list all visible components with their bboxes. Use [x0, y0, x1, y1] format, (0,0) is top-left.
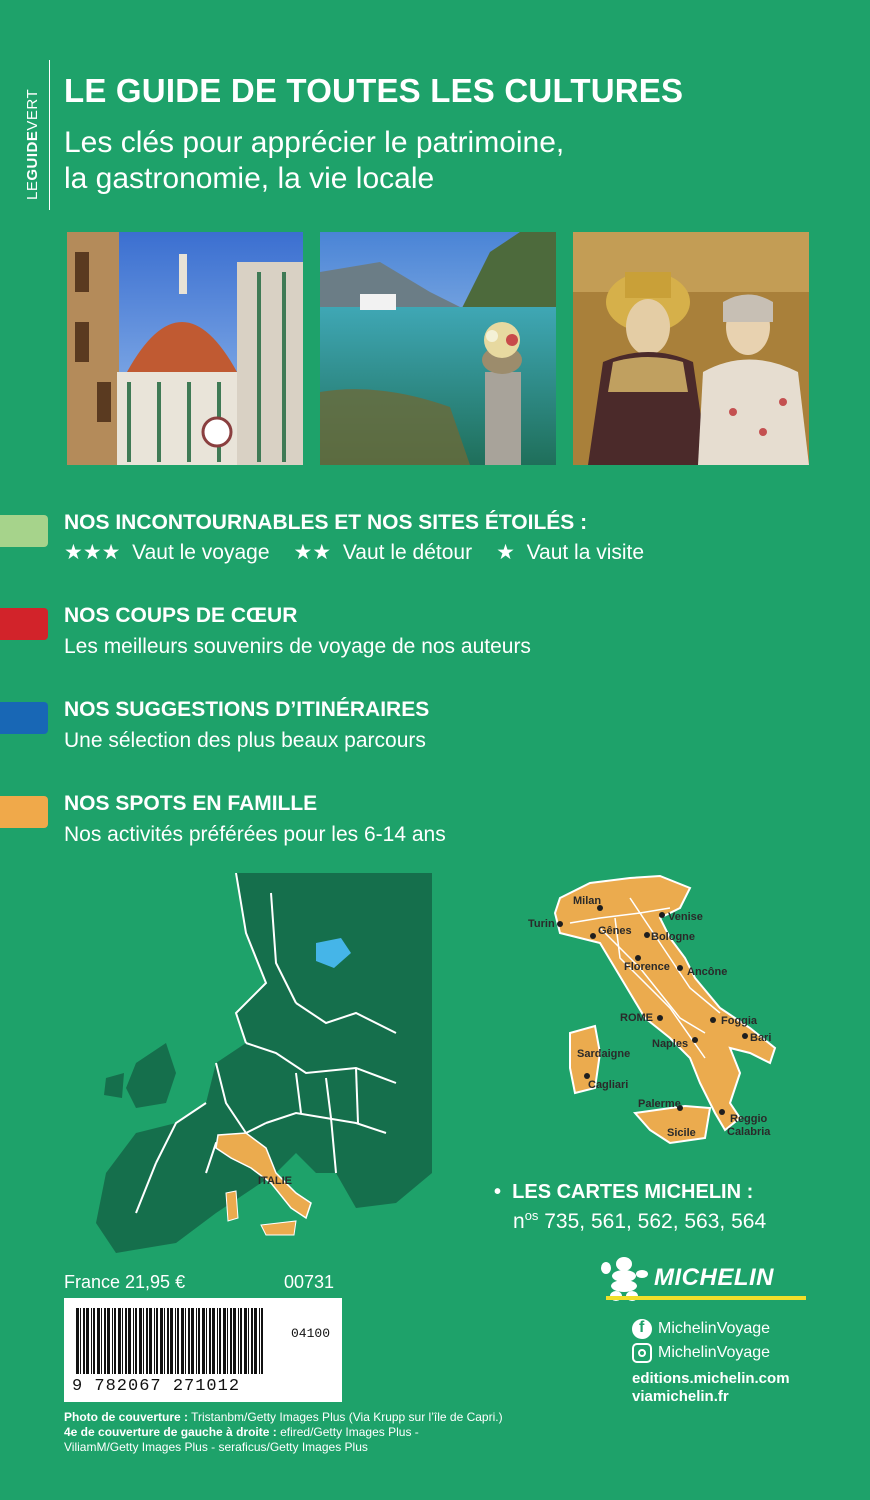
social-instagram[interactable]	[632, 1343, 770, 1363]
city-label: ROME	[620, 1012, 653, 1024]
city-label: Florence	[624, 961, 670, 973]
spine-guide: GUIDE	[24, 130, 41, 181]
barcode-bar	[167, 1308, 169, 1374]
barcode-bar	[114, 1308, 116, 1374]
barcode-bar	[198, 1308, 200, 1374]
barcode-bar	[202, 1308, 205, 1374]
barcode-bar	[181, 1308, 184, 1374]
barcode-bar	[170, 1308, 173, 1374]
cartes-title: LES CARTES MICHELIN :	[512, 1181, 754, 1203]
credits-line-1	[64, 1410, 564, 1425]
barcode-bar	[135, 1308, 137, 1374]
facebook-icon	[632, 1319, 652, 1339]
map-label-italie: ITALIE	[258, 1175, 293, 1187]
barcode-bar	[107, 1308, 110, 1374]
city-label: Sicile	[667, 1127, 696, 1139]
barcode-bar	[104, 1308, 106, 1374]
barcode-bar	[251, 1308, 253, 1374]
product-code: 00731	[284, 1272, 335, 1292]
barcode-bar	[112, 1308, 113, 1374]
barcode-bar	[139, 1308, 142, 1374]
feature-title: NOS COUPS DE CŒUR	[64, 604, 298, 627]
page-title: LE GUIDE DE TOUTES LES CULTURES	[64, 72, 684, 109]
feature-color-bar	[0, 608, 48, 640]
cartes-list: 735, 561, 562, 563, 564	[538, 1210, 767, 1233]
city-label: Bologne	[651, 931, 695, 943]
barcode-bar	[188, 1308, 190, 1374]
barcode-bar	[217, 1308, 218, 1374]
barcode-bar	[175, 1308, 176, 1374]
photo-byzantine-mosaic	[573, 232, 809, 465]
feature-description: Les meilleurs souvenirs de voyage de nos auteurs	[64, 635, 531, 658]
barcode-bar	[128, 1308, 131, 1374]
barcode-bar	[244, 1308, 247, 1374]
spine-vert: VERT	[24, 88, 41, 131]
city-label: Turin	[528, 918, 555, 930]
website-editions[interactable]: editions.michelin.com	[632, 1370, 790, 1387]
europe-map	[96, 873, 432, 1258]
barcode	[64, 1298, 342, 1402]
photo-florence-cathedral	[67, 232, 303, 465]
barcode-bars	[76, 1308, 266, 1374]
star-legend-3	[64, 540, 270, 565]
social-handle: MichelinVoyage	[658, 1344, 771, 1361]
cartes-numbers	[513, 1208, 766, 1234]
star-legend-1	[496, 540, 644, 565]
michelin-yellow-line	[606, 1296, 806, 1300]
barcode-bar	[248, 1308, 249, 1374]
barcode-bar	[83, 1308, 85, 1374]
city-label: Gênes	[598, 925, 632, 937]
barcode-bar	[154, 1308, 155, 1374]
city-label: Calabria	[727, 1126, 771, 1138]
star-legend-label: Vaut la visite	[526, 541, 645, 564]
page-subtitle	[64, 125, 784, 197]
two-stars-icon: ★★	[293, 541, 332, 564]
barcode-bar	[206, 1308, 207, 1374]
barcode-bar	[185, 1308, 186, 1374]
city-label: Milan	[573, 895, 602, 907]
credits-label: Photo de couverture :	[64, 1410, 189, 1424]
feature-color-bar	[0, 702, 48, 734]
city-label: Cagliari	[588, 1079, 629, 1091]
barcode-bar	[97, 1308, 100, 1374]
spine-brand	[24, 89, 41, 200]
spine-divider	[49, 60, 50, 210]
social-handle: MichelinVoyage	[658, 1320, 771, 1337]
subtitle-line-1: Les clés pour apprécier le patrimoine,	[64, 126, 565, 159]
price-label: France 21,95 €	[64, 1272, 186, 1292]
website-viamichelin[interactable]: viamichelin.fr	[632, 1388, 729, 1405]
barcode-bar	[76, 1308, 79, 1374]
credits-text: Tristanbm/Getty Images Plus (Via Krupp sur l’île de Capri.)	[188, 1410, 503, 1424]
barcode-bar	[230, 1308, 232, 1374]
feature-title: NOS SPOTS EN FAMILLE	[64, 792, 318, 815]
three-stars-icon: ★★★	[64, 541, 121, 564]
barcode-bar	[233, 1308, 236, 1374]
barcode-bar	[101, 1308, 102, 1374]
michelin-logo	[596, 1254, 812, 1304]
city-label: Venise	[668, 911, 703, 923]
barcode-bar	[238, 1308, 239, 1374]
city-label: Foggia	[721, 1015, 758, 1027]
barcode-bar	[227, 1308, 228, 1374]
barcode-bar	[240, 1308, 242, 1374]
barcode-bar	[196, 1308, 197, 1374]
social-facebook[interactable]	[632, 1319, 770, 1339]
barcode-bar	[118, 1308, 121, 1374]
credits-line-2	[64, 1425, 564, 1440]
barcode-bar	[254, 1308, 257, 1374]
cartes-sup: os	[524, 1208, 539, 1223]
italy-map	[520, 868, 790, 1158]
feature-title: NOS INCONTOURNABLES ET NOS SITES ÉTOILÉS :	[64, 511, 588, 534]
barcode-bar	[209, 1308, 211, 1374]
city-label: Palerme	[638, 1098, 681, 1110]
cartes-prefix: n	[513, 1210, 525, 1233]
barcode-bar	[177, 1308, 179, 1374]
photo-lake-view	[320, 232, 556, 465]
barcode-bar	[191, 1308, 194, 1374]
barcode-bar	[261, 1308, 263, 1374]
city-label: Naples	[652, 1038, 689, 1050]
barcode-bar	[156, 1308, 158, 1374]
barcode-bar	[143, 1308, 144, 1374]
barcode-bar	[86, 1308, 89, 1374]
feature-color-bar	[0, 515, 48, 547]
barcode-bar	[160, 1308, 163, 1374]
credits-line-3: ViliamM/Getty Images Plus - seraficus/Getty Images Plus	[64, 1440, 368, 1454]
feature-title: NOS SUGGESTIONS D’ITINÉRAIRES	[64, 698, 430, 721]
barcode-bar	[223, 1308, 226, 1374]
city-label: Reggio	[730, 1113, 768, 1125]
bullet-icon: •	[494, 1181, 502, 1203]
photo-credits	[64, 1410, 564, 1455]
barcode-bar	[80, 1308, 81, 1374]
credits-label: 4e de couverture de gauche à droite :	[64, 1425, 277, 1439]
barcode-bar	[122, 1308, 123, 1374]
barcode-bar	[164, 1308, 165, 1374]
barcode-bar	[259, 1308, 260, 1374]
credits-text: efired/Getty Images Plus -	[276, 1425, 419, 1439]
barcode-bar	[212, 1308, 215, 1374]
barcode-bar	[219, 1308, 221, 1374]
star-legend	[64, 540, 644, 565]
spine-le: LE	[24, 180, 41, 200]
barcode-addon: 04100	[290, 1326, 330, 1341]
barcode-isbn: 9 782067 271012	[72, 1377, 241, 1396]
star-legend-label: Vaut le voyage	[132, 541, 270, 564]
feature-color-bar	[0, 796, 48, 828]
city-label: Ancône	[687, 966, 728, 978]
cartes-heading	[494, 1181, 753, 1204]
barcode-bar	[125, 1308, 127, 1374]
feature-description: Nos activités préférées pour les 6-14 ans	[64, 823, 446, 846]
feature-description: Une sélection des plus beaux parcours	[64, 729, 426, 752]
barcode-bar	[149, 1308, 152, 1374]
barcode-bar	[93, 1308, 95, 1374]
barcode-bar	[146, 1308, 148, 1374]
michelin-wordmark: MICHELIN	[654, 1264, 774, 1291]
barcode-bar	[91, 1308, 92, 1374]
city-label: Bari	[750, 1032, 772, 1044]
one-star-icon: ★	[496, 541, 515, 564]
instagram-icon	[632, 1343, 652, 1363]
city-label: Sardaigne	[577, 1048, 631, 1060]
barcode-bar	[133, 1308, 134, 1374]
subtitle-line-2: la gastronomie, la vie locale	[64, 162, 435, 195]
star-legend-2	[294, 540, 473, 565]
star-legend-label: Vaut le détour	[342, 541, 473, 564]
